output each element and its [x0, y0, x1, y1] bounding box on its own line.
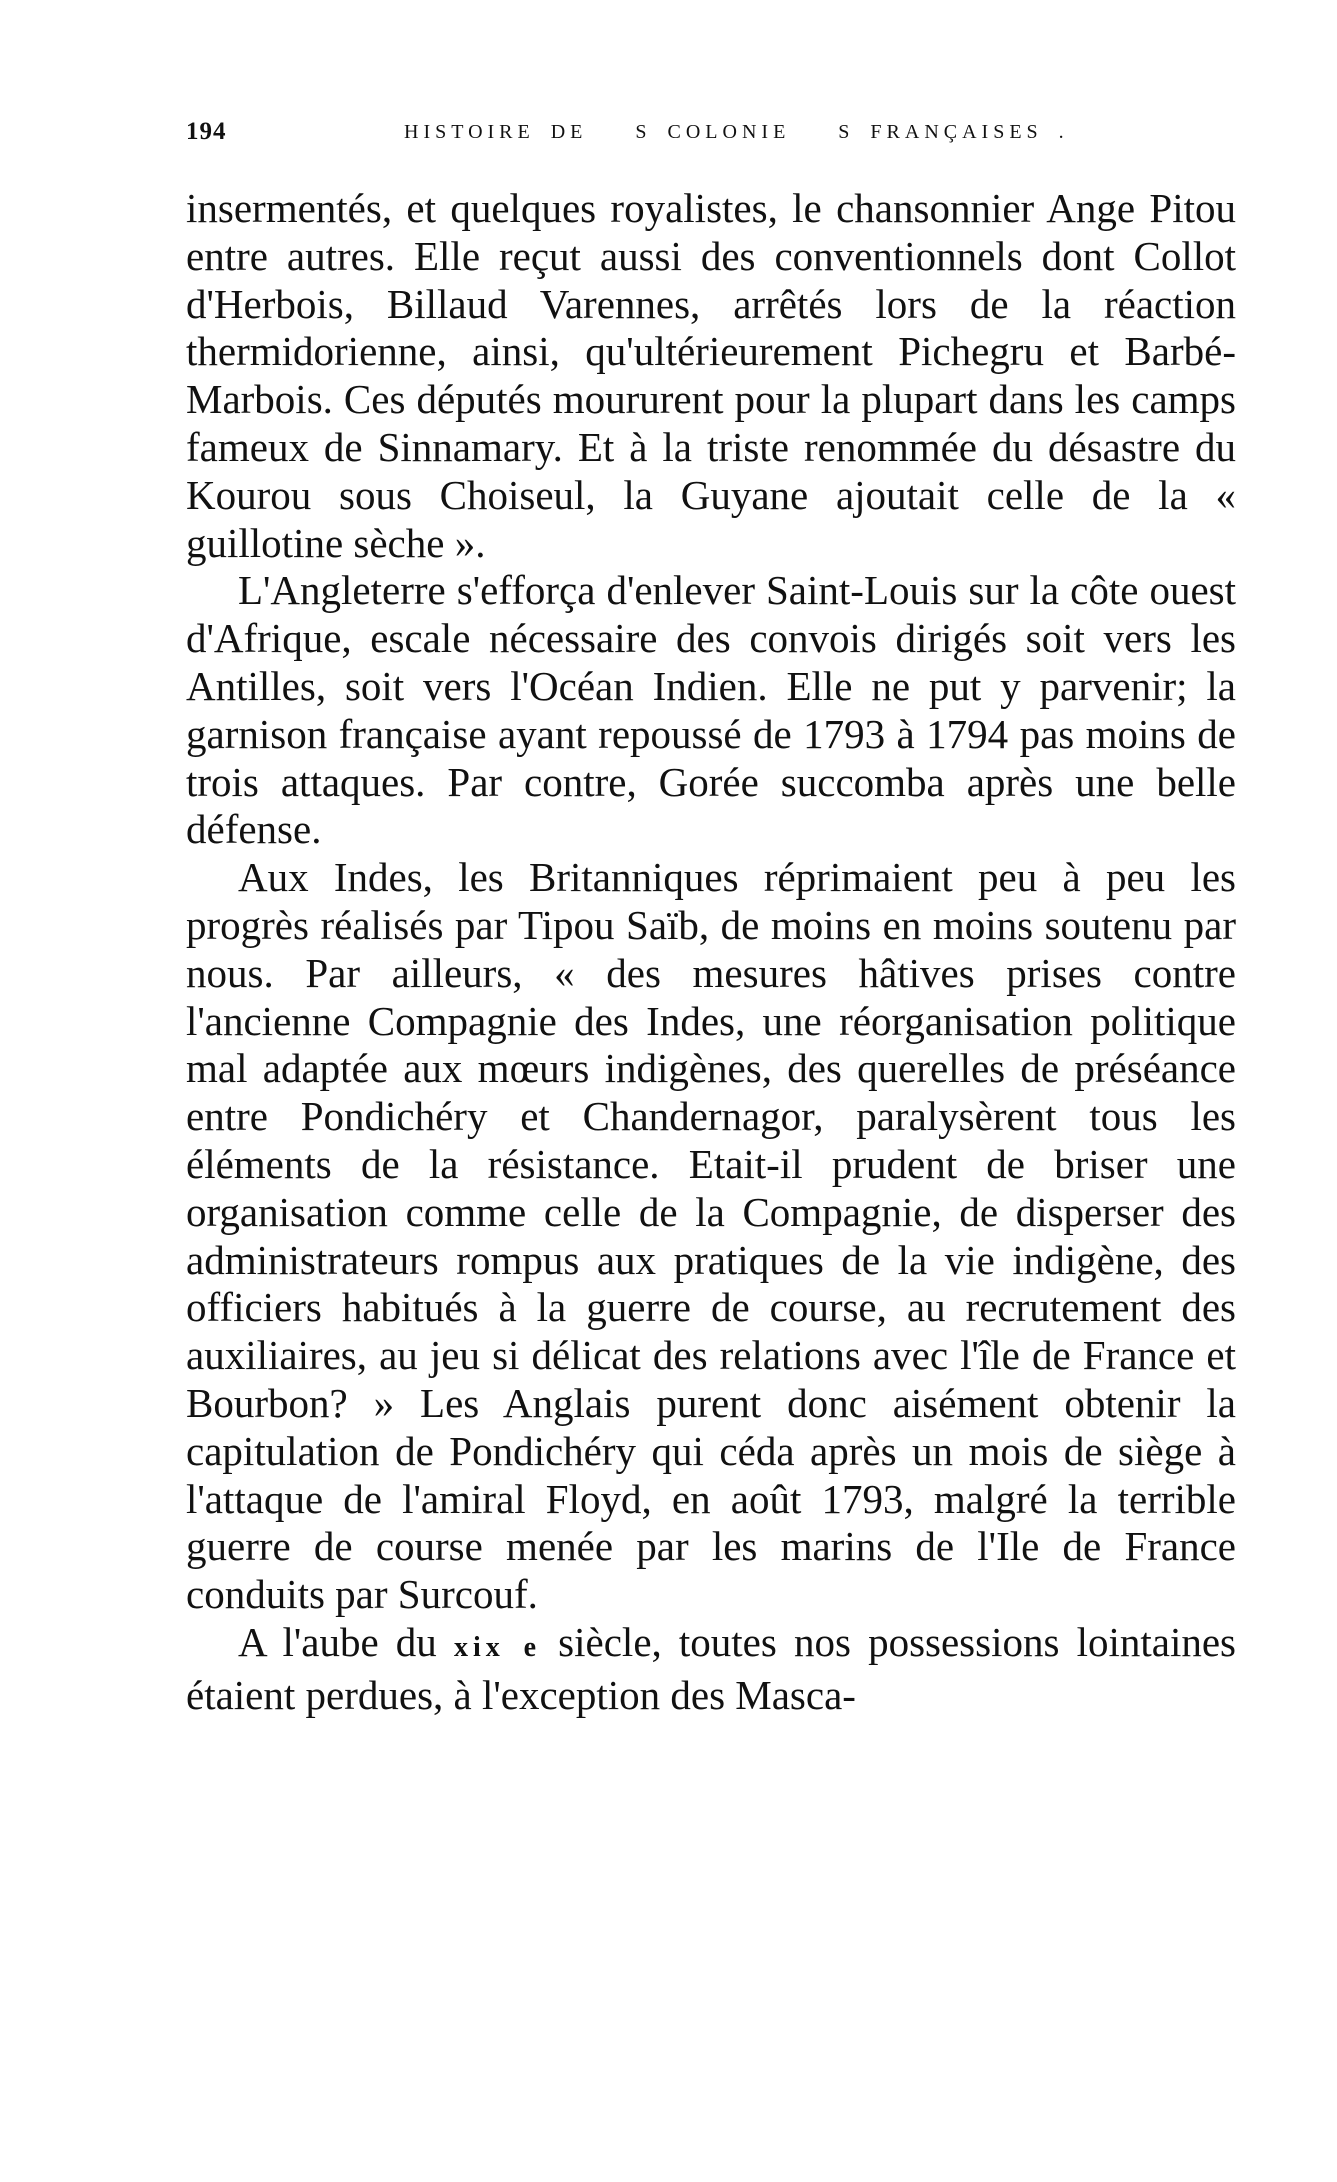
paragraph: L'Angleterre s'efforça d'enlever Saint-Louis sur la côte ouest d'Afrique, escale nécessaire des convois dirigés soit vers les Antilles, soit vers l'Océan Indien. Elle ne put y parvenir; la garnison française ayant repoussé de 1793 à 1794 pas moins de trois attaques. Par contre, Gorée succomba après une belle défense. [186, 567, 1236, 853]
running-title: HISTOIRE DE S COLONIE S FRANÇAISES . [404, 121, 1069, 143]
paragraph-text: A l'aube du [238, 1618, 454, 1665]
paragraph-text: siècle, toutes nos possessions lointaines étaient perdues, à l'exception des Masca- [186, 1618, 1236, 1718]
page-header [186, 118, 1236, 154]
body-text [186, 185, 1236, 1720]
paragraph [186, 1619, 1236, 1720]
page-number: 194 [186, 118, 227, 145]
paragraph: insermentés, et quelques royalistes, le chansonnier Ange Pitou entre autres. Elle reçut aussi des conventionnels dont Collot d'Herbois, Billaud Varennes, arrêtés lors de la réaction thermidorienne, ainsi, qu'ultérieurement Pichegru et Barbé-Marbois. Ces députés moururent pour la plupart dans les camps fameux de Sinnamary. Et à la triste renommée du désastre du Kourou sous Choiseul, la Guyane ajoutait celle de la « guillotine sèche ». [186, 185, 1236, 566]
century-numeral: xix e [453, 1631, 542, 1663]
paragraph: Aux Indes, les Britanniques réprimaient peu à peu les progrès réalisés par Tipou Saïb, de moins en moins soutenu par nous. Par ailleurs, « des mesures hâtives prises contre l'ancienne Compagnie des Indes, une réorganisation politique mal adaptée aux mœurs indigènes, des querelles de préséance entre Pondichéry et Chandernagor, paralysèrent tous les éléments de la résistance. Etait-il prudent de briser une organisation comme celle de la Compagnie, de disperser des administrateurs rompus aux pratiques de la vie indigène, des officiers habitués à la guerre de course, au recrutement des auxiliaires, au jeu si délicat des relations avec l'île de France et Bourbon? » Les Anglais purent donc aisément obtenir la capitulation de Pondichéry qui céda après un mois de siège à l'attaque de l'amiral Floyd, en août 1793, malgré la terrible guerre de course menée par les marins de l'Ile de France conduits par Surcouf. [186, 854, 1236, 1618]
